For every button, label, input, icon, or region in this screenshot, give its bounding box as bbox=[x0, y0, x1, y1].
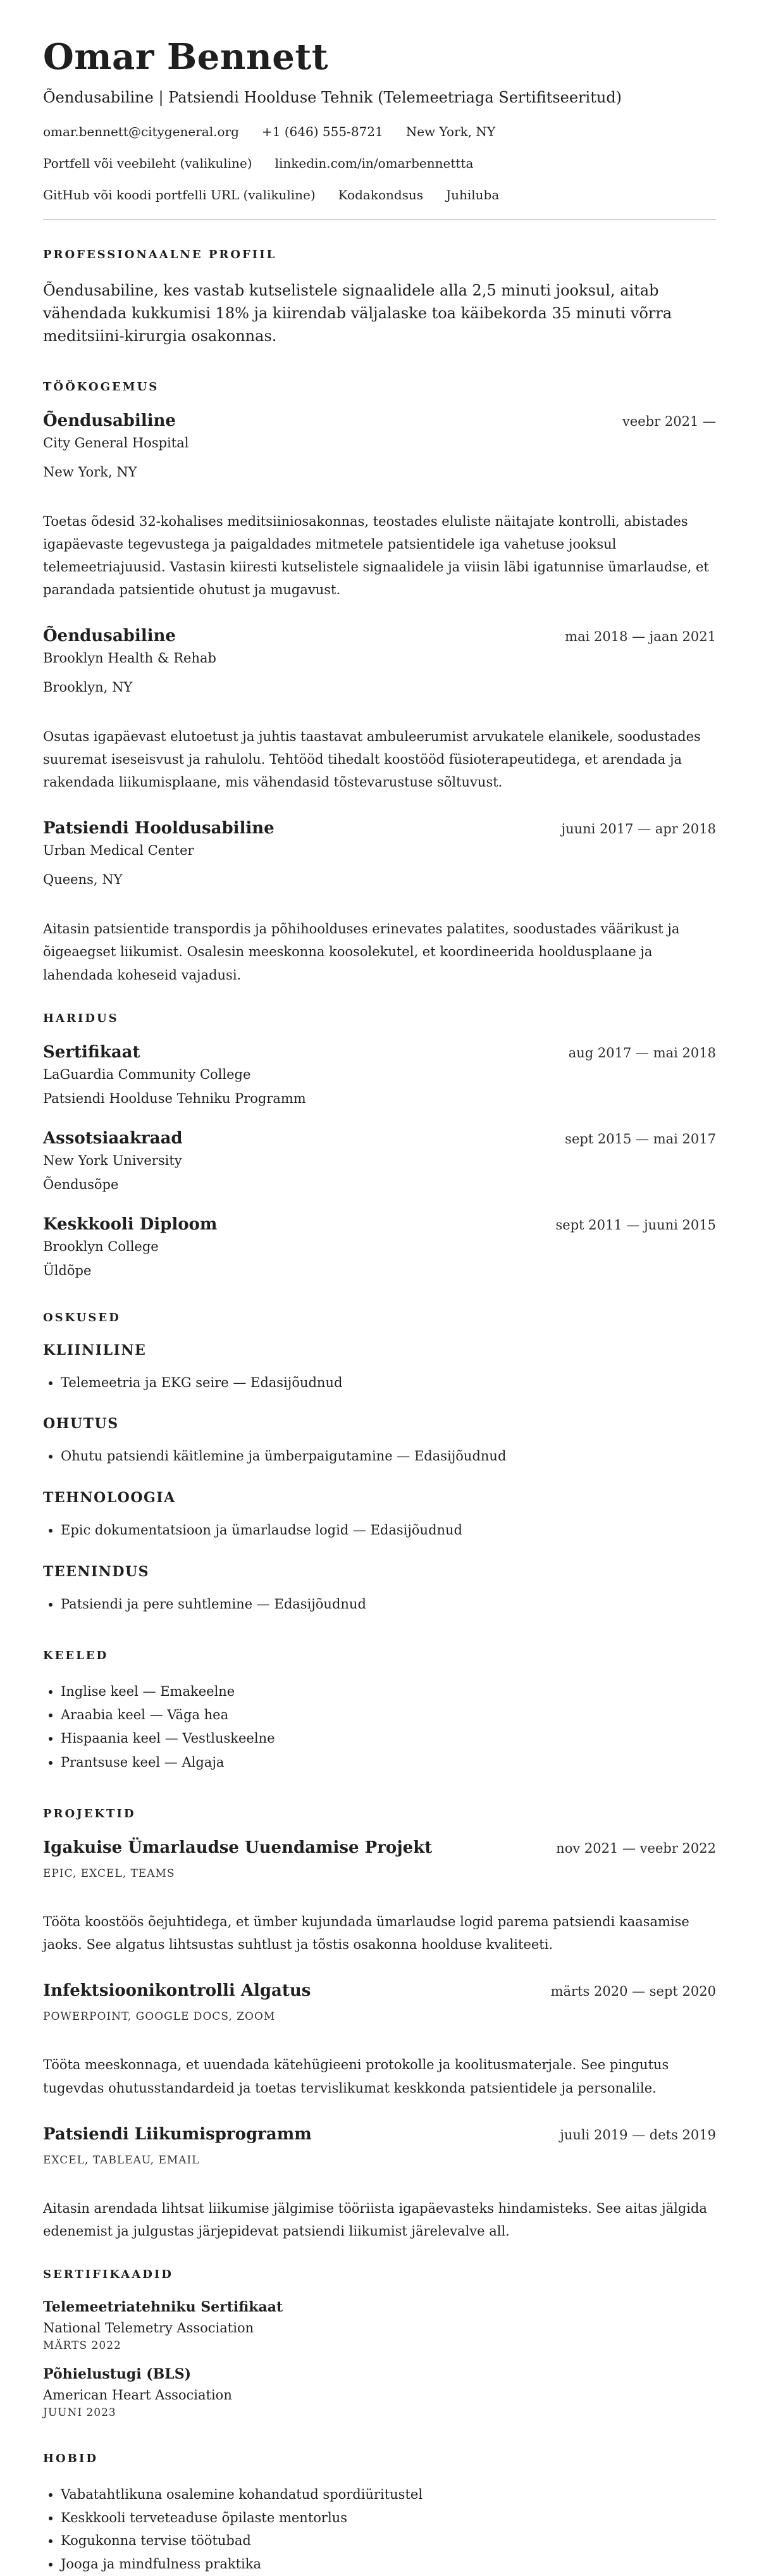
degree-title: Sertifikaat bbox=[43, 1042, 140, 1062]
education-entry bbox=[43, 1215, 716, 1278]
certifications-title: SERTIFIKAADID bbox=[43, 2267, 173, 2281]
languages-list bbox=[43, 1680, 716, 1775]
projects-title: PROJEKTID bbox=[43, 1807, 136, 1821]
experience-entry bbox=[43, 626, 716, 793]
hobby-item: • Jooga ja mindfulness praktika bbox=[61, 2553, 716, 2576]
job-date: mai 2018 — jaan 2021 bbox=[565, 629, 716, 645]
project-title: Igakuise Ümarlaudse Uuendamise Projekt bbox=[43, 1838, 433, 1858]
job-org: City General Hospital bbox=[43, 435, 189, 451]
degree-title: Keskkooli Diploom bbox=[43, 1214, 218, 1234]
project-description: Aitasin arendada lihtsat liikumise jälgimise tööriista igapäevasteks hindamisteks. See aitas jälgida edenemist ja julgustas järjepidevat patsiendi liikumist järelevalve all. bbox=[43, 2200, 707, 2239]
location: New York, NY bbox=[405, 123, 496, 139]
experience-entry bbox=[43, 411, 716, 601]
certification-entry bbox=[43, 2366, 716, 2419]
school-name: Brooklyn College bbox=[43, 1238, 159, 1254]
degree-title: Assotsiaakraad bbox=[43, 1128, 183, 1148]
skills-section bbox=[43, 1311, 716, 1616]
job-title: Õendusabiline bbox=[43, 411, 176, 430]
job-title: Õendusabiline bbox=[43, 626, 176, 646]
project-date: märts 2020 — sept 2020 bbox=[550, 1984, 716, 2000]
hobby-item: • Kogukonna tervise töötubad bbox=[61, 2529, 716, 2553]
job-location: Queens, NY bbox=[43, 872, 123, 888]
portfolio-link[interactable]: Portfell või veebileht (valikuline) bbox=[43, 155, 252, 171]
cert-name: Telemeetriatehniku Sertifikaat bbox=[43, 2298, 283, 2315]
skill-category-name: KLIINILINE bbox=[43, 1341, 147, 1359]
language-item: • Inglise keel — Emakeelne bbox=[61, 1680, 716, 1703]
github-link[interactable]: GitHub või koodi portfelli URL (valikuline) bbox=[43, 187, 316, 202]
education-section bbox=[43, 1012, 716, 1278]
job-description: Aitasin patsientide transpordis ja põhihoolduses erinevates palatites, soodustades väärikust ja õigeaegset liikumist. Osalesin meeskonna koosolekutel, et koordineerida hooldusplaane ja lahendada koheseid vajadusi. bbox=[43, 921, 680, 983]
hobbies-section bbox=[43, 2452, 716, 2576]
job-date: veebr 2021 — bbox=[622, 413, 716, 429]
drivers-license: Juhiluba bbox=[446, 187, 500, 202]
job-location: Brooklyn, NY bbox=[43, 680, 133, 695]
skill-item: • Patsiendi ja pere suhtlemine — Edasijõudnud bbox=[61, 1593, 716, 1616]
skill-item: • Telemeetria ja EKG seire — Edasijõudnud bbox=[61, 1371, 716, 1395]
project-entry bbox=[43, 2125, 716, 2243]
project-tech: EXCEL, TABLEAU, EMAIL bbox=[43, 2153, 200, 2167]
project-date: nov 2021 — veebr 2022 bbox=[556, 1841, 716, 1857]
degree-date: sept 2015 — mai 2017 bbox=[565, 1131, 716, 1147]
contact-row-3 bbox=[43, 187, 716, 202]
profile-title: PROFESSIONAALNE PROFIIL bbox=[43, 247, 277, 261]
school-name: LaGuardia Community College bbox=[43, 1066, 251, 1082]
skill-category-name: TEENINDUS bbox=[43, 1563, 150, 1580]
candidate-name: Omar Bennett bbox=[43, 36, 329, 78]
study-field: Patsiendi Hoolduse Tehniku Programm bbox=[43, 1090, 306, 1106]
project-date: juuli 2019 — dets 2019 bbox=[560, 2127, 716, 2143]
hobbies-list bbox=[43, 2483, 716, 2576]
citizenship: Kodakondsus bbox=[338, 187, 424, 202]
education-entry bbox=[43, 1129, 716, 1192]
degree-date: aug 2017 — mai 2018 bbox=[568, 1045, 716, 1061]
project-description: Tööta koostöös õejuhtidega, et ümber kujundada ümarlaudse logid parema patsiendi kaasamise jaoks. See algatus lihtsustas suhtlust ja tõstis osakonna hoolduse kvaliteeti. bbox=[43, 1914, 689, 1953]
phone-number[interactable]: +1 (646) 555-8721 bbox=[261, 123, 383, 139]
cert-date: JUUNI 2023 bbox=[43, 2406, 116, 2419]
project-entry bbox=[43, 1838, 716, 1956]
job-org: Urban Medical Center bbox=[43, 843, 194, 859]
cert-name: Põhielustugi (BLS) bbox=[43, 2365, 192, 2382]
cert-date: MÄRTS 2022 bbox=[43, 2339, 121, 2352]
languages-section bbox=[43, 1649, 716, 1775]
skills-title: OSKUSED bbox=[43, 1310, 121, 1324]
skill-category bbox=[43, 1416, 716, 1468]
cert-org: American Heart Association bbox=[43, 2387, 232, 2403]
skill-category bbox=[43, 1564, 716, 1616]
job-description: Toetas õdesid 32-kohalises meditsiiniosakonnas, teostades eluliste näitajate kontrolli, abistades igapäevaste tegevustega ja paigaldades mitmetele patsientidele iga vahetuse jooksul telemeetriajuusid. Vastasin kiiresti kutselistele signaalidele ja viisin läbi igatunnise ümarlaudse, et parandada patsientide ohutust ja mugavust. bbox=[43, 513, 709, 597]
project-title: Patsiendi Liikumisprogramm bbox=[43, 2124, 312, 2144]
project-entry bbox=[43, 1981, 716, 2099]
headline: Õendusabiline | Patsiendi Hoolduse Tehnik (Telemeetriaga Sertifitseeritud) bbox=[43, 88, 622, 106]
job-description: Osutas igapäevast elutoetust ja juhtis taastavat ambuleerumist arvukatele elanikele, soodustades suuremat iseseisvust ja rahulolu. Tehtööd tihedalt koostööd füsioterapeutidega, et arendada ja rakendada liikumisplaane, mis vähendasid tõstevarustuse sõltuvust. bbox=[43, 729, 701, 790]
project-tech: EPIC, EXCEL, TEAMS bbox=[43, 1867, 175, 1881]
language-item: • Prantsuse keel — Algaja bbox=[61, 1751, 716, 1774]
language-item: • Hispaania keel — Vestluskeelne bbox=[61, 1727, 716, 1750]
header-divider bbox=[43, 219, 716, 220]
job-date: juuni 2017 — apr 2018 bbox=[561, 821, 716, 837]
email-link[interactable]: omar.bennett@citygeneral.org bbox=[43, 123, 239, 139]
linkedin-link[interactable]: linkedin.com/in/omarbennettta bbox=[275, 155, 474, 171]
languages-title: KEELED bbox=[43, 1648, 109, 1662]
study-field: Õendusõpe bbox=[43, 1176, 119, 1192]
skill-category bbox=[43, 1342, 716, 1395]
study-field: Üldõpe bbox=[43, 1262, 92, 1278]
degree-date: sept 2011 — juuni 2015 bbox=[555, 1217, 716, 1233]
hobbies-title: HOBID bbox=[43, 2451, 98, 2465]
job-location: New York, NY bbox=[43, 464, 137, 480]
skill-category-name: OHUTUS bbox=[43, 1416, 119, 1433]
hobby-item: • Keskkooli terveteaduse õpilaste mentorlus bbox=[61, 2506, 716, 2530]
projects-section bbox=[43, 1807, 716, 2243]
skill-item: • Ohutu patsiendi käitlemine ja ümberpaigutamine — Edasijõudnud bbox=[61, 1445, 716, 1468]
profile-text: Õendusabiline, kes vastab kutselistele signaalidele alla 2,5 minuti jooksul, aitab vähendada kukkumisi 18% ja kiirendab väljalaske toa käibekorda 35 minuti võrra meditsiini-kirurgia osakonnas. bbox=[43, 281, 672, 345]
experience-entry bbox=[43, 819, 716, 986]
language-item: • Araabia keel — Väga hea bbox=[61, 1703, 716, 1727]
skill-item: • Epic dokumentatsioon ja ümarlaudse logid — Edasijõudnud bbox=[61, 1519, 716, 1542]
certifications-section bbox=[43, 2268, 716, 2419]
project-tech: POWERPOINT, GOOGLE DOCS, ZOOM bbox=[43, 2010, 276, 2024]
contact-row-2 bbox=[43, 156, 716, 171]
education-entry bbox=[43, 1043, 716, 1106]
hobby-item: • Vabatahtlikuna osalemine kohandatud spordiüritustel bbox=[61, 2483, 716, 2506]
experience-section bbox=[43, 380, 716, 986]
project-description: Tööta meeskonnaga, et uuendada kätehügieeni protokolle ja koolitusmaterjale. See pingutus tugevdas ohutusstandardeid ja toetas tervislikumat keskkonda patsientidele ja personalile. bbox=[43, 2057, 669, 2096]
job-title: Patsiendi Hooldusabiline bbox=[43, 819, 275, 838]
job-org: Brooklyn Health & Rehab bbox=[43, 650, 216, 666]
profile-section bbox=[43, 248, 716, 347]
education-title: HARIDUS bbox=[43, 1011, 119, 1025]
experience-title: TÖÖKOGEMUS bbox=[43, 380, 159, 394]
skill-category bbox=[43, 1490, 716, 1542]
skill-category-name: TEHNOLOOGIA bbox=[43, 1490, 176, 1507]
certification-entry bbox=[43, 2299, 716, 2352]
school-name: New York University bbox=[43, 1152, 182, 1168]
cert-org: National Telemetry Association bbox=[43, 2320, 254, 2336]
project-title: Infektsioonikontrolli Algatus bbox=[43, 1981, 311, 2001]
contact-row-1 bbox=[43, 124, 716, 139]
